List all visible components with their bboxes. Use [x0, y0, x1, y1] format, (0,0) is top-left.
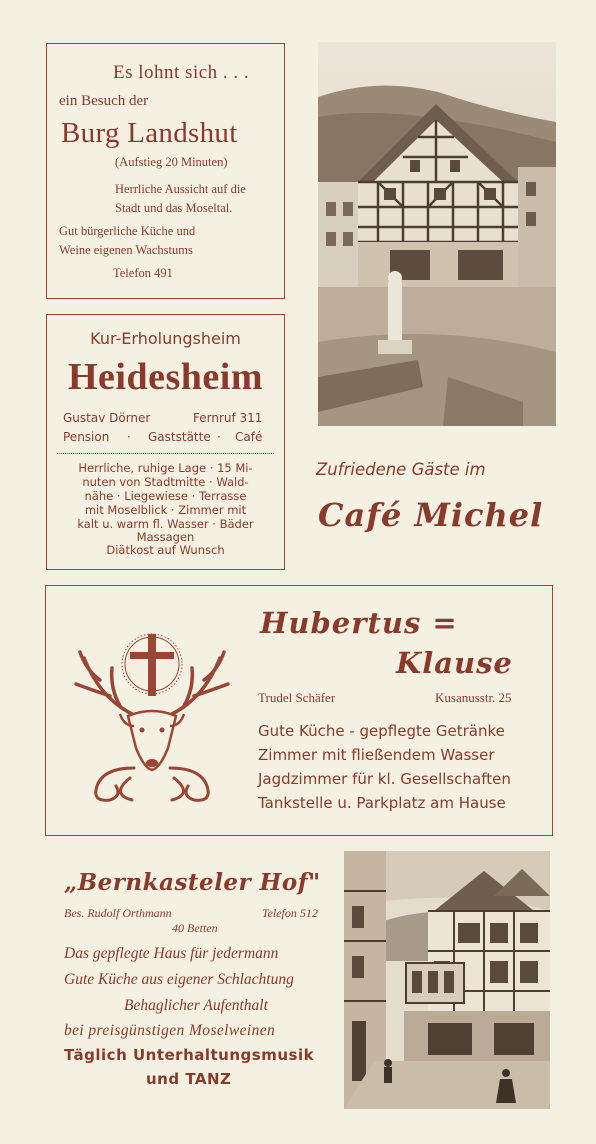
- hof-line-5: Täglich Unterhaltungsmusik: [64, 1046, 315, 1064]
- heidesheim-desc-5: kalt u. warm fl. Wasser · Bäder: [77, 517, 254, 531]
- burg-aussicht-2: Stadt und das Moseltal.: [115, 201, 233, 215]
- burg-telefon: Telefon 491: [113, 266, 173, 280]
- burg-intro: Es lohnt sich . . .: [113, 62, 250, 83]
- heidesheim-title: Heidesheim: [68, 356, 263, 398]
- michel-title: Café Michel: [318, 496, 544, 534]
- heidesheim-desc-1: Herrliche, ruhige Lage · 15 Mi-: [78, 461, 253, 475]
- town-street-photo: [344, 851, 550, 1109]
- hof-owner: Bes. Rudolf Orthmann: [64, 906, 172, 920]
- hubertus-line-2: Zimmer mit fließendem Wasser: [258, 746, 495, 764]
- heidesheim-owner: Gustav Dörner: [63, 411, 151, 425]
- hubertus-klause-ad: [45, 585, 553, 836]
- hof-betten: 40 Betten: [172, 921, 218, 935]
- burg-aufstieg: (Aufstieg 20 Minuten): [115, 155, 228, 169]
- heidesheim-desc-3: nähe · Liegewiese · Terrasse: [84, 489, 247, 503]
- hubertus-title-1: Hubertus =: [260, 606, 458, 640]
- hubertus-line-1: Gute Küche - gepflegte Getränke: [258, 722, 505, 740]
- heidesheim-service-cafe: Café: [235, 430, 263, 444]
- burg-title: Burg Landshut: [61, 117, 238, 149]
- heidesheim-service-gaststaette: Gaststätte: [148, 430, 211, 444]
- heidesheim-kur: Kur-Erholungsheim: [90, 329, 241, 348]
- heidesheim-service-sep-1: ·: [127, 430, 131, 444]
- hof-line-1: Das gepflegte Haus für jedermann: [64, 945, 279, 962]
- heidesheim-desc-4: mit Moselblick · Zimmer mit: [84, 503, 247, 517]
- heidesheim-divider: [57, 453, 274, 454]
- heidesheim-desc-7: Diätkost auf Wunsch: [106, 543, 225, 557]
- hof-line-2: Gute Küche aus eigener Schlachtung: [64, 971, 294, 988]
- hof-title: „Bernkasteler Hof": [64, 869, 321, 896]
- michel-intro: Zufriedene Gäste im: [316, 460, 486, 479]
- burg-landshut-ad: [46, 43, 285, 299]
- hubertus-line-4: Tankstelle u. Parkplatz am Hause: [258, 794, 506, 812]
- hubertus-line-3: Jagdzimmer für kl. Gesellschaften: [258, 770, 511, 788]
- burg-kueche-1: Gut bürgerliche Küche und: [59, 224, 196, 238]
- hubertus-title-2: Klause: [396, 646, 513, 680]
- heidesheim-service-sep-2: ·: [217, 430, 221, 444]
- hof-line-4: bei preisgünstigen Moselweinen: [64, 1022, 276, 1039]
- burg-aussicht-1: Herrliche Aussicht auf die: [115, 182, 246, 196]
- heidesheim-desc-6: Massagen: [136, 530, 195, 544]
- heidesheim-ad: [46, 314, 285, 570]
- heidesheim-service-pension: Pension: [63, 430, 110, 444]
- hof-telefon: Telefon 512: [262, 906, 318, 920]
- hubertus-address: Kusanusstr. 25: [435, 690, 512, 705]
- hof-line-3: Behaglicher Aufenthalt: [124, 997, 268, 1014]
- burg-kueche-2: Weine eigenen Wachstums: [59, 243, 193, 257]
- heidesheim-fernruf: Fernruf 311: [193, 411, 263, 425]
- burg-besuch: ein Besuch der: [59, 93, 149, 109]
- half-timbered-house-photo: [318, 42, 556, 426]
- hubertus-owner: Trudel Schäfer: [258, 690, 336, 705]
- heidesheim-desc-2: nuten von Stadtmitte · Wald-: [82, 475, 249, 489]
- stag-cross-emblem: [70, 618, 234, 803]
- hof-line-6: und TANZ: [146, 1070, 232, 1088]
